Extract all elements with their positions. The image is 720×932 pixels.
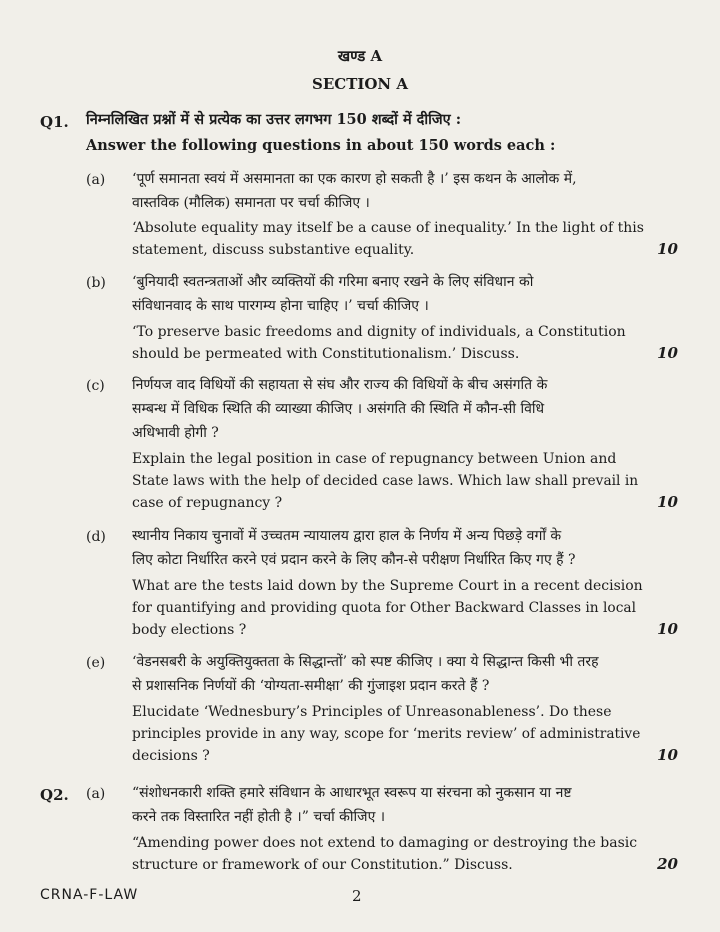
question-text-english: ‘To preserve basic freedoms and dignity of individuals, a Constitution [132, 324, 626, 340]
question-text-english: State laws with the help of decided case laws. Which law shall prevail in [132, 473, 639, 489]
question-text-hindi: वास्तविक (मौलिक) समानता पर चर्चा कीजिए । [132, 195, 370, 211]
question-text-english: should be permeated with Constitutionalism.’ Discuss. [132, 346, 520, 362]
question-text-hindi: ‘वेडनसबरी के अयुक्तियुक्तता के सिद्धान्तों’ को स्पष्ट कीजिए । क्या ये सिद्धान्त किसी भी तरह [132, 654, 599, 670]
part-label: (a) [86, 786, 106, 802]
question-text-english: body elections ? [132, 622, 247, 638]
part-label: (e) [86, 655, 106, 671]
question-text-english: Explain the legal position in case of repugnancy between Union and [132, 451, 617, 467]
question-text-english: What are the tests laid down by the Supreme Court in a recent decision [132, 578, 643, 594]
question-text-english: decisions ? [132, 748, 210, 764]
question-number: Q1. [40, 113, 69, 131]
question-text-english: structure or framework of our Constitution.” Discuss. [132, 857, 513, 873]
question-text-english: “Amending power does not extend to damaging or destroying the basic [132, 835, 638, 851]
question-text-hindi: संविधानवाद के साथ पारगम्य होना चाहिए ।’ चर्चा कीजिए । [132, 298, 429, 314]
question-text-hindi: से प्रशासनिक निर्णयों की ‘योग्यता-समीक्षा’ की गुंजाइश प्रदान करते हैं ? [132, 678, 490, 694]
part-label: (c) [86, 378, 105, 394]
part-label: (b) [86, 275, 106, 291]
marks: 10 [657, 240, 678, 258]
question-text-english: statement, discuss substantive equality. [132, 242, 415, 258]
marks: 10 [657, 344, 678, 362]
marks: 10 [657, 746, 678, 764]
paper-code: CRNA-F-LAW [40, 887, 139, 903]
marks: 10 [657, 493, 678, 511]
section-title-hindi: खण्ड A [337, 47, 383, 65]
page-number: 2 [352, 887, 362, 905]
question-text-english: Elucidate ‘Wednesbury’s Principles of Unreasonableness’. Do these [132, 704, 612, 720]
part-label: (d) [86, 529, 106, 545]
question-text-english: ‘Absolute equality may itself be a cause of inequality.’ In the light of this [132, 220, 644, 236]
instruction-hindi: निम्नलिखित प्रश्नों में से प्रत्येक का उत्तर लगभग 150 शब्दों में दीजिए : [86, 111, 462, 128]
question-text-hindi: अधिभावी होगी ? [132, 425, 219, 441]
section-title-english: SECTION A [311, 75, 409, 93]
marks: 10 [657, 620, 678, 638]
question-text-hindi: ‘पूर्ण समानता स्वयं में असमानता का एक कारण हो सकती है ।’ इस कथन के आलोक में, [132, 171, 577, 187]
question-text-hindi: करने तक विस्तारित नहीं होती है ।” चर्चा कीजिए । [132, 809, 386, 825]
question-text-english: for quantifying and providing quota for Other Backward Classes in local [132, 600, 637, 616]
question-text-english: case of repugnancy ? [132, 495, 283, 511]
question-text-hindi: “संशोधनकारी शक्ति हमारे संविधान के आधारभूत स्वरूप या संरचना को नुकसान या नष्ट [132, 785, 572, 801]
question-text-hindi: ‘बुनियादी स्वतन्त्रताओं और व्यक्तियों की गरिमा बनाए रखने के लिए संविधान को [132, 274, 534, 290]
marks: 20 [657, 855, 678, 873]
question-text-hindi: लिए कोटा निर्धारित करने एवं प्रदान करने के लिए कौन-से परीक्षण निर्धारित किए गए हैं ? [132, 552, 576, 568]
question-text-hindi: स्थानीय निकाय चुनावों में उच्चतम न्यायालय द्वारा हाल के निर्णय में अन्य पिछड़े वर्गों के [132, 528, 562, 544]
instruction-english: Answer the following questions in about 150 words each : [86, 137, 556, 154]
question-text-hindi: निर्णयज वाद विधियों की सहायता से संघ और राज्य की विधियों के बीच असंगति के [132, 377, 548, 393]
part-label: (a) [86, 172, 106, 188]
question-text-hindi: सम्बन्ध में विधिक स्थिति की व्याख्या कीजिए । असंगति की स्थिति में कौन-सी विधि [132, 401, 545, 417]
question-text-english: principles provide in any way, scope for ‘merits review’ of administrative [132, 726, 641, 742]
question-number: Q2. [40, 786, 69, 804]
